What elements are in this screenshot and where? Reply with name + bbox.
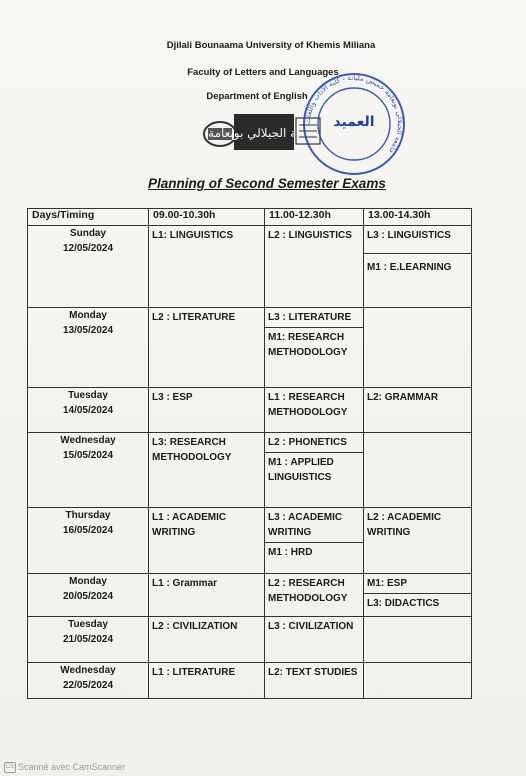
exam-slot-1 (149, 226, 265, 308)
exam-entry: L2 : CIVILIZATION (152, 621, 238, 632)
exam-entry: M1 : APPLIED LINGUISTICS (265, 452, 363, 487)
day-cell (28, 226, 149, 308)
day-date: 16/05/2024 (62, 525, 114, 536)
day-cell (28, 574, 149, 617)
stamp-ring-text: جامعة الجيلالي بونعامة خميس مليانة - كلية الآداب واللغات (303, 73, 405, 156)
day-date: 12/05/2024 (62, 243, 114, 254)
day-cell (28, 663, 149, 699)
day-date: 14/05/2024 (62, 405, 114, 416)
exam-schedule-table (27, 208, 472, 699)
table-row (28, 508, 472, 574)
exam-slot-3 (364, 226, 472, 308)
exam-entry: L1 : LITERATURE (152, 667, 236, 678)
faculty-name: Faculty of Letters and Languages (187, 67, 339, 78)
day-cell (28, 617, 149, 663)
exam-entry: M1: ESP (367, 578, 408, 589)
exam-entry: M1 : HRD (265, 542, 363, 562)
header-slot-3: 13.00-14.30h (364, 209, 472, 226)
exam-slot-2 (265, 433, 364, 508)
exam-slot-2 (265, 617, 364, 663)
exam-slot-3 (364, 663, 472, 699)
exam-slot-3 (364, 617, 472, 663)
exam-slot-1 (149, 388, 265, 433)
exam-entry: L3 : CIVILIZATION (268, 621, 354, 632)
day-cell (28, 508, 149, 574)
exam-entry: L1 : Grammar (152, 578, 218, 589)
exam-entry: L2: TEXT STUDIES (268, 667, 358, 678)
day-date: 15/05/2024 (62, 450, 114, 461)
exam-slot-2 (265, 308, 364, 388)
exam-slot-3 (364, 388, 472, 433)
exam-slot-3 (364, 574, 472, 617)
table-row (28, 226, 472, 308)
day-name: Wednesday (60, 435, 116, 446)
header-slot-1: 09.00-10.30h (149, 209, 265, 226)
exam-entry: L3: DIDACTICS (364, 593, 471, 613)
department-name: Department of English (206, 91, 308, 102)
exam-entry: L3 : LINGUISTICS (367, 230, 451, 241)
exam-entry: L1 : ACADEMIC WRITING (152, 512, 227, 538)
table-header-row (28, 209, 472, 226)
table-row (28, 433, 472, 508)
exam-entry: L3 : ESP (152, 392, 193, 403)
stamp-text: العميد (333, 114, 375, 130)
day-name: Monday (69, 576, 107, 587)
table-row (28, 308, 472, 388)
exam-slot-2 (265, 508, 364, 574)
day-name: Sunday (69, 228, 107, 239)
exam-entry: L1: LINGUISTICS (152, 230, 234, 241)
exam-entry: L3 : LITERATURE (268, 312, 352, 323)
exam-slot-1 (149, 308, 265, 388)
table-row (28, 617, 472, 663)
exam-slot-1 (149, 508, 265, 574)
exam-entry: L1 : RESEARCH METHODOLOGY (268, 392, 348, 418)
exam-entry: L3 : ACADEMIC WRITING (268, 512, 343, 538)
exam-slot-1 (149, 574, 265, 617)
day-cell (28, 433, 149, 508)
day-cell (28, 388, 149, 433)
exam-entry: L2: GRAMMAR (367, 392, 439, 403)
university-name: Djilali Bounaama University of Khemis Miliana (166, 40, 376, 51)
day-name: Monday (69, 310, 107, 321)
day-name: Tuesday (68, 390, 108, 401)
page-title: Planning of Second Semester Exams (148, 176, 386, 191)
exam-slot-2 (265, 226, 364, 308)
day-date: 22/05/2024 (62, 680, 114, 691)
exam-slot-2 (265, 388, 364, 433)
exam-slot-3 (364, 308, 472, 388)
exam-entry: L2 : LITERATURE (152, 312, 236, 323)
exam-slot-1 (149, 663, 265, 699)
exam-entry: L2 : ACADEMIC WRITING (367, 512, 442, 538)
exam-entry: M1 : E.LEARNING (364, 253, 471, 277)
table-row (28, 663, 472, 699)
logo-text: جامعة الجيلالي بونعامة (208, 126, 320, 140)
exam-slot-1 (149, 617, 265, 663)
exam-slot-2 (265, 574, 364, 617)
exam-slot-3 (364, 508, 472, 574)
exam-slot-3 (364, 433, 472, 508)
exam-slot-2 (265, 663, 364, 699)
day-name: Thursday (65, 510, 111, 521)
camscanner-icon: CS (4, 762, 16, 773)
exam-entry: L2 : RESEARCH METHODOLOGY (268, 578, 348, 604)
table-row (28, 388, 472, 433)
dean-stamp (300, 70, 408, 178)
camscanner-watermark (4, 762, 125, 773)
day-cell (28, 308, 149, 388)
exam-entry: M1: RESEARCH METHODOLOGY (265, 327, 363, 362)
table-row (28, 574, 472, 617)
day-name: Tuesday (68, 619, 108, 630)
day-name: Wednesday (60, 665, 116, 676)
header-slot-2: 11.00-12.30h (265, 209, 364, 226)
exam-slot-1 (149, 433, 265, 508)
header-days: Days/Timing (28, 209, 149, 226)
day-date: 21/05/2024 (62, 634, 114, 645)
day-date: 20/05/2024 (62, 591, 114, 602)
exam-entry: L2 : LINGUISTICS (268, 230, 352, 241)
exam-entry: L3: RESEARCH METHODOLOGY (152, 437, 232, 463)
exam-entry: L2 : PHONETICS (268, 437, 347, 448)
day-date: 13/05/2024 (62, 325, 114, 336)
scanner-text: Scanné avec CamScanner (18, 762, 126, 772)
